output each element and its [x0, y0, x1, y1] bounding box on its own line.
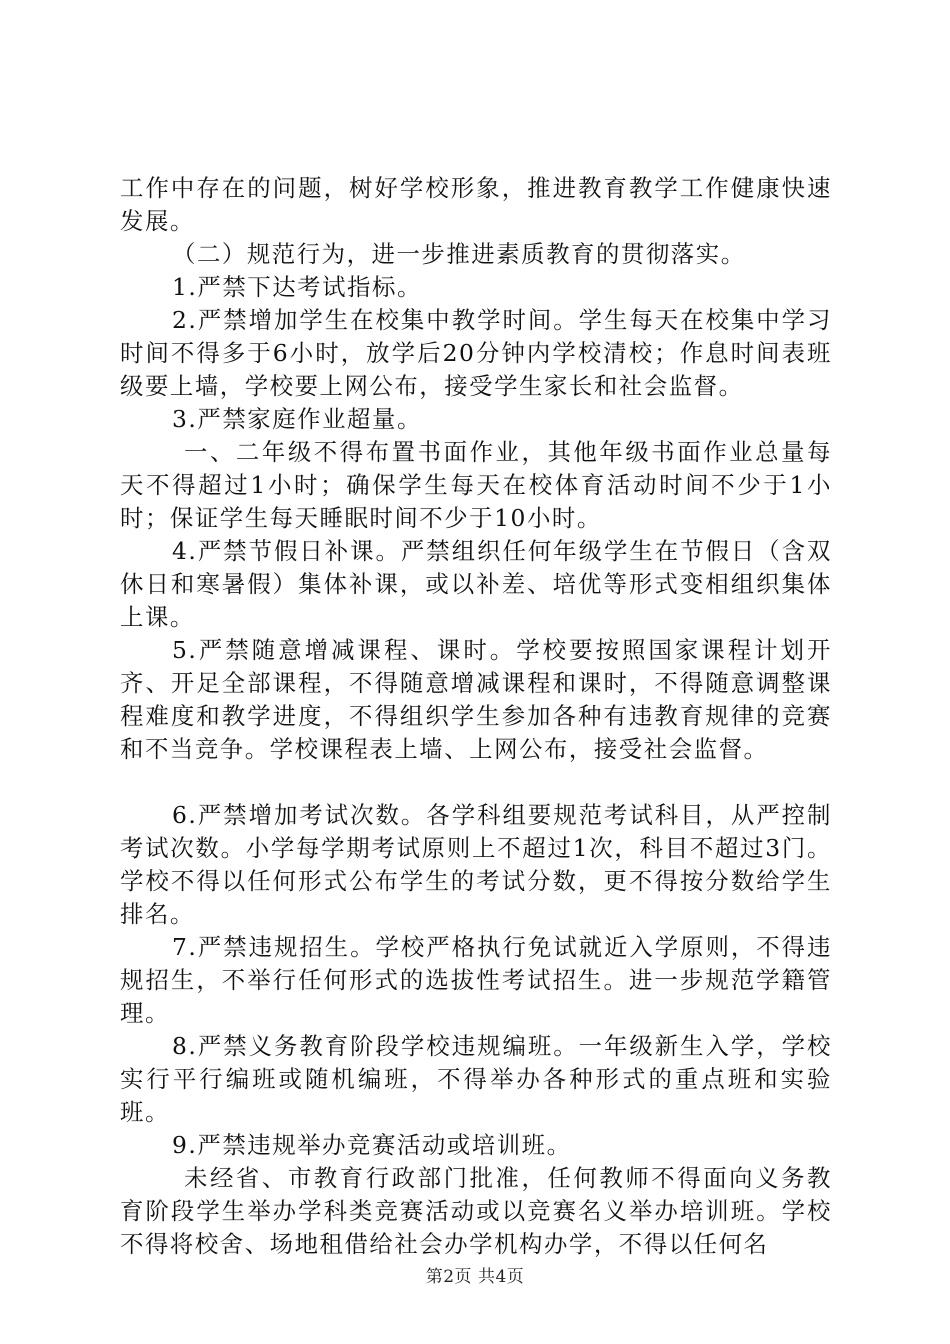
rule-item-3-detail: 一、二年级不得布置书面作业，其他年级书面作业总量每天不得超过1小时；确保学生每天在校体育活动时间不少于1小时；保证学生每天睡眠时间不少于10小时。 [120, 438, 832, 532]
rule-item-1: 1.严禁下达考试指标。 [172, 273, 422, 301]
rule-item-6: 6.严禁增加考试次数。各学科组要规范考试科目，从严控制考试次数。小学每学期考试原则上不超过1次，科目不超过3门。学校不得以任何形式公布学生的考试分数，更不得按分数给学生排名。 [120, 801, 832, 928]
rule-item-9-detail: 未经省、市教育行政部门批准，任何教师不得面向义务教育阶段学生举办学科类竞赛活动或以竞赛名义举办培训班。学校不得将校舍、场地租借给社会办学机构办学，不得以任何名 [120, 1164, 832, 1258]
rule-item-9: 9.严禁违规举办竞赛活动或培训班。 [172, 1131, 572, 1159]
rule-item-8: 8.严禁义务教育阶段学校违规编班。一年级新生入学，学校实行平行编班或随机编班，不得举办各种形式的重点班和实验班。 [120, 1032, 832, 1126]
rule-item-3: 3.严禁家庭作业超量。 [172, 405, 422, 433]
rule-item-4: 4.严禁节假日补课。严禁组织任何年级学生在节假日（含双休日和寒暑假）集体补课，或以补差、培优等形式变相组织集体上课。 [120, 537, 832, 631]
rule-item-5: 5.严禁随意增减课程、课时。学校要按照国家课程计划开齐、开足全部课程，不得随意增减课程和课时，不得随意调整课程难度和教学进度，不得组织学生参加各种有违教育规律的竞赛和不当竞争。学校课程表上墙、上网公布，接受社会监督。 [120, 636, 832, 763]
paragraph-continuation: 工作中存在的问题，树好学校形象，推进教育教学工作健康快速发展。 [120, 174, 832, 235]
document-body [120, 172, 832, 1261]
rule-item-7: 7.严禁违规招生。学校严格执行免试就近入学原则，不得违规招生，不举行任何形式的选拔性考试招生。进一步规范学籍管理。 [120, 933, 832, 1027]
section-heading: （二）规范行为，进一步推进素质教育的贯彻落实。 [172, 240, 746, 268]
page-number-footer: 第2页 共4页 [425, 1267, 525, 1287]
rule-item-2: 2.严禁增加学生在校集中教学时间。学生每天在校集中学习时间不得多于6小时，放学后20分钟内学校清校；作息时间表班级要上墙，学校要上网公布，接受学生家长和社会监督。 [120, 306, 832, 400]
